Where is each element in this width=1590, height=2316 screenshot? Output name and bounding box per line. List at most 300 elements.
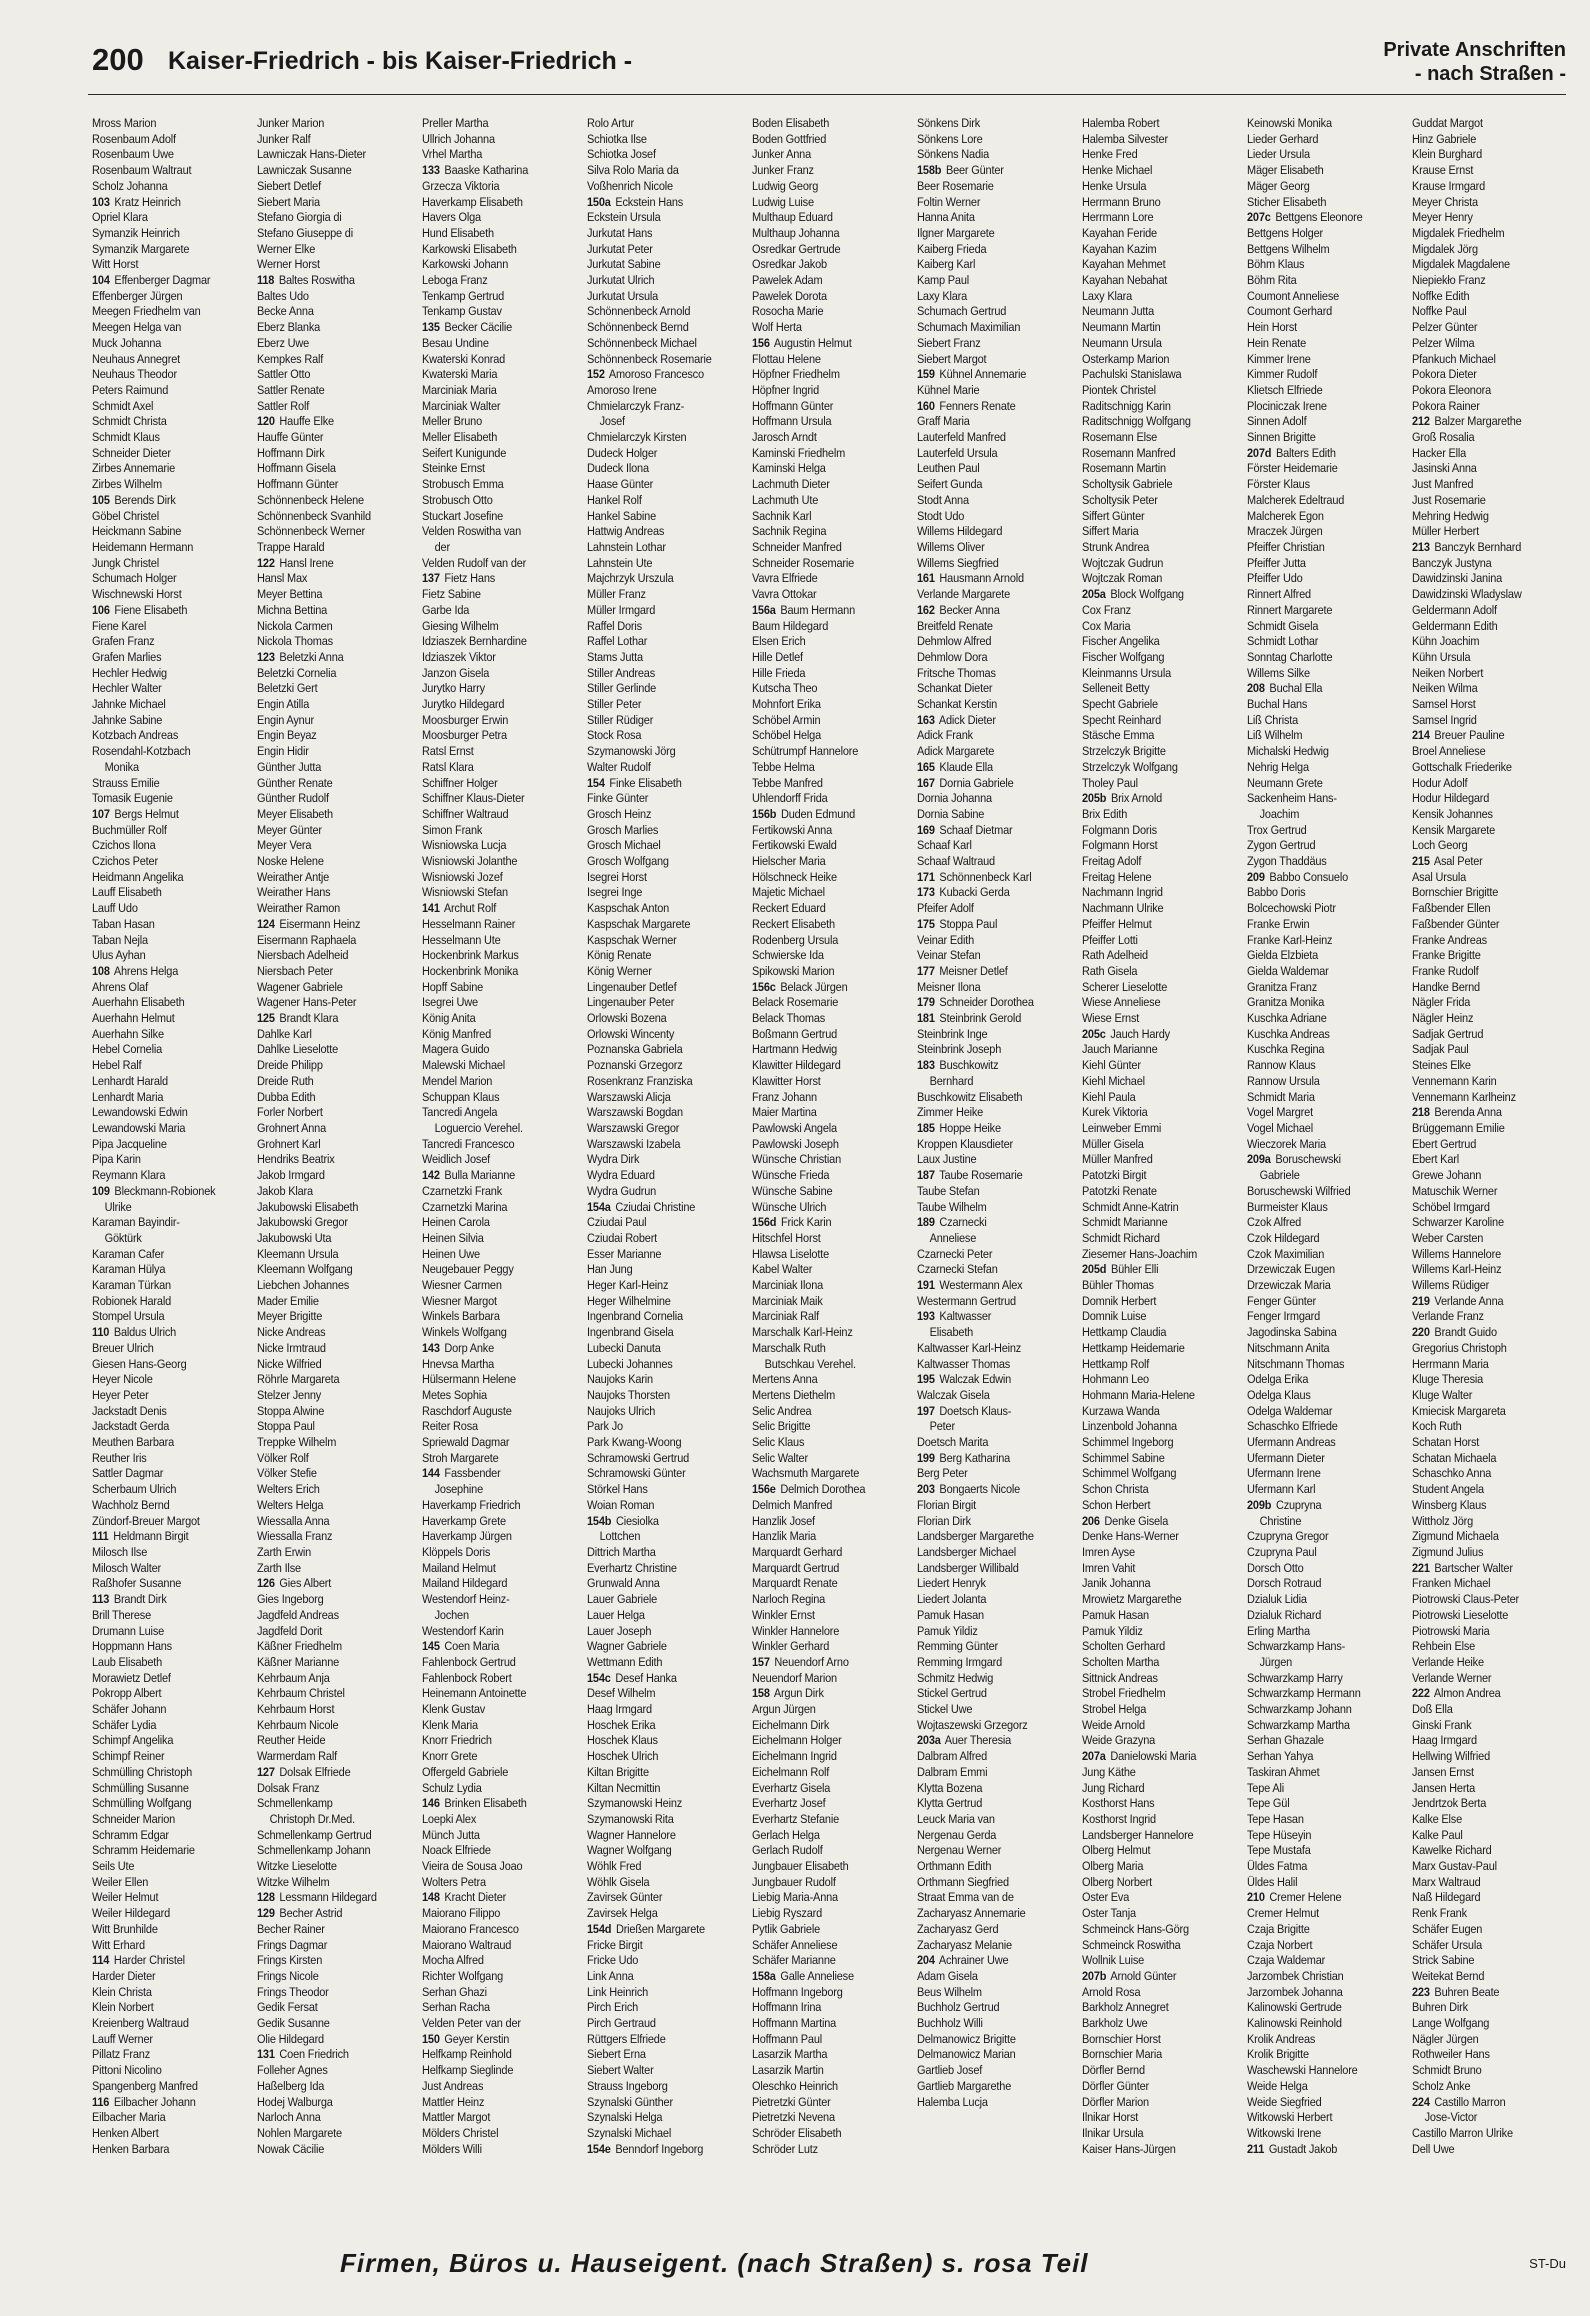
list-item: Schimmel Sabine <box>1082 1450 1165 1465</box>
list-item: 187 Taube Rosemarie <box>917 1168 1023 1183</box>
list-item: Günther Rudolf <box>257 791 329 806</box>
list-item: Schmülling Susanne <box>92 1780 189 1795</box>
list-item: Gartlieb Margarethe <box>917 2078 1012 2093</box>
list-item: Rosenbaum Adolf <box>92 131 176 146</box>
list-item: Graff Maria <box>917 414 970 429</box>
list-item: Harder Dieter <box>92 1968 156 1983</box>
list-item: Granitza Monika <box>1247 995 1325 1010</box>
list-item: Zacharyasz Melanie <box>917 1937 1012 1952</box>
list-item: 156b Duden Edmund <box>752 806 856 821</box>
list-item: Tancredi Angela <box>422 1105 498 1120</box>
list-item: Eberz Uwe <box>257 335 310 350</box>
list-item: Röhrle Margareta <box>257 1372 340 1387</box>
list-item: Schimpf Reiner <box>92 1749 165 1764</box>
list-item: Ulus Ayhan <box>92 948 146 963</box>
list-item: Halemba Lucja <box>917 2094 988 2109</box>
list-item: 209b Czupryna <box>1247 1497 1322 1512</box>
name-column-4 <box>587 116 744 2236</box>
list-item: Jurkutat Ulrich <box>587 273 655 288</box>
list-item: Walczak Gisela <box>917 1387 990 1402</box>
list-item: Mocha Alfred <box>422 1953 484 1968</box>
house-number: 197 <box>917 1403 935 1418</box>
list-item: Klenk Maria <box>422 1717 478 1732</box>
list-item: Beer Rosemarie <box>917 178 994 193</box>
list-item: Adam Gisela <box>917 1968 978 1983</box>
list-item: Selic Brigitte <box>752 1419 811 1434</box>
list-item: Engin Atilla <box>257 697 310 712</box>
list-item: Wischnewski Horst <box>92 587 182 602</box>
list-item: Chmielarczyk Franz- <box>587 398 685 413</box>
list-item: Oleschko Heinrich <box>752 2078 838 2093</box>
list-item: Kiltan Necmittin <box>587 1780 661 1795</box>
list-item: Jackstadt Denis <box>92 1403 167 1418</box>
list-item: Meyer Brigitte <box>257 1309 323 1324</box>
list-item: Geldermann Adolf <box>1412 602 1497 617</box>
list-item: Uhlendorff Frida <box>752 791 828 806</box>
list-item: Sadjak Paul <box>1412 1042 1469 1057</box>
list-item: Serhan Racha <box>422 2000 490 2015</box>
list-item: 199 Berg Katharina <box>917 1450 1011 1465</box>
list-item: Tepe Hasan <box>1247 1811 1304 1826</box>
list-item: Kosthorst Ingrid <box>1082 1811 1156 1826</box>
house-number: 154d <box>587 1921 612 1936</box>
list-item: Wöhlk Gisela <box>587 1874 650 1889</box>
house-number: 199 <box>917 1450 935 1465</box>
list-item: Scholtysik Peter <box>1082 492 1158 507</box>
name-column-1 <box>92 116 249 2236</box>
house-number: 129 <box>257 1906 275 1921</box>
list-item: Schramm Heidemarie <box>92 1843 195 1858</box>
house-number: 173 <box>917 885 935 900</box>
house-number: 154b <box>587 1513 612 1528</box>
list-item: 152 Amoroso Francesco <box>587 367 704 382</box>
list-item: Willems Rüdiger <box>1412 1278 1490 1293</box>
list-item: Hille Frieda <box>752 665 806 680</box>
list-item: Ludwig Luise <box>752 194 814 209</box>
list-item: Hoschek Klaus <box>587 1733 658 1748</box>
list-item: Kurzawa Wanda <box>1082 1403 1160 1418</box>
list-item: Mader Emilie <box>257 1293 319 1308</box>
house-number: 109 <box>92 1183 110 1198</box>
list-item: Müller Franz <box>587 587 646 602</box>
list-item: Elsen Erich <box>752 634 806 649</box>
list-item: Mailand Hildegard <box>422 1576 508 1591</box>
list-item: Malewski Michael <box>422 1058 506 1073</box>
list-item: 219 Verlande Anna <box>1412 1293 1504 1308</box>
list-item: Liß Wilhelm <box>1247 728 1303 743</box>
list-item: Krause Irmgard <box>1412 178 1486 193</box>
list-item: Ginski Frank <box>1412 1717 1472 1732</box>
list-item: Landsberger Michael <box>917 1544 1017 1559</box>
list-item: Gerlach Helga <box>752 1827 820 1842</box>
list-item: Straat Emma van de <box>917 1890 1014 1905</box>
list-item: Höpfner Ingrid <box>752 382 819 397</box>
list-item: Beus Wilhelm <box>917 1984 982 1999</box>
list-item: Opriel Klara <box>92 210 148 225</box>
list-item: Czupryna Paul <box>1247 1544 1317 1559</box>
list-item: Weide Helga <box>1247 2078 1308 2093</box>
list-item: Klytta Bozena <box>917 1780 983 1795</box>
list-item: Heyer Peter <box>92 1387 149 1402</box>
list-item: Jagodinska Sabina <box>1247 1325 1337 1340</box>
list-item: Karaman Türkan <box>92 1278 171 1293</box>
list-item: 120 Hauffe Elke <box>257 414 334 429</box>
list-item: Marciniak Walter <box>422 398 501 413</box>
list-item: Ilgner Margarete <box>917 225 995 240</box>
list-item: Wisniowska Lucja <box>422 838 507 853</box>
house-number: 222 <box>1412 1686 1430 1701</box>
list-item: Strobusch Emma <box>422 477 504 492</box>
list-item: Meisner Ilona <box>917 979 981 994</box>
list-item: Olberg Helmut <box>1082 1843 1151 1858</box>
list-item: Heyer Nicole <box>92 1372 153 1387</box>
house-number: 107 <box>92 806 110 821</box>
house-number: 122 <box>257 555 275 570</box>
list-item: Zirbes Annemarie <box>92 461 176 476</box>
house-number: 208 <box>1247 681 1265 696</box>
list-item: Kayahan Mehmet <box>1082 257 1166 272</box>
house-number: 159 <box>917 367 935 382</box>
list-item: Szymanowski Rita <box>587 1811 674 1826</box>
list-item: Becke Anna <box>257 304 314 319</box>
list-item: 156d Frick Karin <box>752 1215 832 1230</box>
list-item: Odelga Waldemar <box>1247 1403 1333 1418</box>
list-item: Breitfeld Renate <box>917 618 993 633</box>
list-item: Jendrtzok Berta <box>1412 1796 1487 1811</box>
list-item: Noack Elfriede <box>422 1843 491 1858</box>
list-item: Sticher Elisabeth <box>1247 194 1327 209</box>
list-item: Loepki Alex <box>422 1811 477 1826</box>
list-item: Haag Irmgard <box>587 1702 652 1717</box>
list-item: Schmeinck Roswitha <box>1082 1937 1181 1952</box>
list-item: Weirather Hans <box>257 885 331 900</box>
list-item: Strauss Ingeborg <box>587 2078 668 2093</box>
list-item: Hanna Anita <box>917 210 975 225</box>
list-item: 113 Brandt Dirk <box>92 1592 167 1607</box>
list-item: Hockenbrink Monika <box>422 963 519 978</box>
list-item: Weidlich Josef <box>422 1152 491 1167</box>
list-item: Sadjak Gertrud <box>1412 1026 1484 1041</box>
list-item: Tepe Ali <box>1247 1780 1284 1795</box>
list-item: Welters Erich <box>257 1482 320 1497</box>
list-item: 205d Bühler Elli <box>1082 1262 1159 1277</box>
list-item: Muck Johanna <box>92 335 162 350</box>
list-item: Strzelczyk Brigitte <box>1082 744 1166 759</box>
list-item: Nergenau Werner <box>917 1843 1002 1858</box>
list-item: Siffert Günter <box>1082 508 1145 523</box>
list-item: 171 Schönnenbeck Karl <box>917 869 1032 884</box>
list-item: Lachmuth Dieter <box>752 477 830 492</box>
list-item: Fiene Karel <box>92 618 147 633</box>
list-item: Kiltan Brigitte <box>587 1764 649 1779</box>
list-item: Klietsch Elfriede <box>1247 382 1323 397</box>
list-item: Fertikowski Ewald <box>752 838 837 853</box>
list-item: Wettmann Edith <box>587 1654 663 1669</box>
list-item: Mertens Anna <box>752 1372 818 1387</box>
list-item: Kiehl Günter <box>1082 1058 1141 1073</box>
list-item: Patotzki Birgit <box>1082 1168 1147 1183</box>
list-item: Hohmann Leo <box>1082 1372 1149 1387</box>
list-item: Heinen Uwe <box>422 1246 480 1261</box>
list-item: Lange Wolfgang <box>1412 2016 1490 2031</box>
list-item: Rothweiler Hans <box>1412 2047 1490 2062</box>
list-item: Maiorano Filippo <box>422 1906 501 1921</box>
list-item: Müller Manfred <box>1082 1152 1153 1167</box>
house-number: 171 <box>917 869 935 884</box>
list-item: Stefano Giuseppe di <box>257 225 353 240</box>
list-item: Siebert Detlef <box>257 178 321 193</box>
list-item: Schäfer Ursula <box>1412 1937 1483 1952</box>
list-item: 220 Brandt Guido <box>1412 1325 1497 1340</box>
list-item: Auerhahn Silke <box>92 1026 164 1041</box>
house-number: 113 <box>92 1592 110 1607</box>
list-item: Schwarzkamp Johann <box>1247 1702 1352 1717</box>
list-item: Meyer Henry <box>1412 210 1473 225</box>
list-item: Denke Hans-Werner <box>1082 1529 1179 1544</box>
name-column-8 <box>1247 116 1404 2236</box>
list-item: Specht Reinhard <box>1082 712 1162 727</box>
list-item: Schmitz Hedwig <box>917 1670 994 1685</box>
house-number: 158b <box>917 163 942 178</box>
list-item: Schmidt Richard <box>1082 1230 1160 1245</box>
list-item: Czupryna Gregor <box>1247 1529 1329 1544</box>
list-item: Warszawski Bogdan <box>587 1105 683 1120</box>
list-item: Bühler Thomas <box>1082 1278 1154 1293</box>
list-item: Liß Christa <box>1247 712 1299 727</box>
list-item: Cox Franz <box>1082 602 1131 617</box>
list-item: Rolo Artur <box>587 116 634 130</box>
list-item: Ilnikar Ursula <box>1082 2126 1144 2140</box>
list-item: Franke Andreas <box>1412 932 1487 947</box>
list-item: Vavra Ottokar <box>752 587 817 602</box>
list-item: Taube Stefan <box>917 1183 980 1198</box>
list-item: Giesen Hans-Georg <box>92 1356 187 1371</box>
list-item: Jansen Herta <box>1412 1780 1476 1795</box>
list-item: Kühn Ursula <box>1412 649 1471 664</box>
list-item: Werner Horst <box>257 257 320 272</box>
list-item: Jurytko Harry <box>422 681 485 696</box>
house-number: 143 <box>422 1340 440 1355</box>
list-item: Isegrei Uwe <box>422 995 478 1010</box>
list-item: Marquardt Renate <box>752 1576 838 1591</box>
list-item: Voßhenrich Nicole <box>587 178 673 193</box>
house-number: 124 <box>257 916 275 931</box>
list-item: Jakob Klara <box>257 1183 313 1198</box>
list-item: Josef <box>599 414 625 429</box>
list-item: Meegen Friedhelm van <box>92 304 201 319</box>
list-item: Lieder Ursula <box>1247 147 1310 162</box>
list-item: Schmidt Maria <box>1247 1089 1315 1104</box>
list-item: König Renate <box>587 948 652 963</box>
list-item: Sattler Rolf <box>257 398 310 413</box>
list-item: Adick Margarete <box>917 744 995 759</box>
list-item: Remming Irmgard <box>917 1654 1003 1669</box>
list-item: Vogel Margret <box>1247 1105 1313 1120</box>
name-column-5 <box>752 116 909 2236</box>
house-number: 189 <box>917 1215 935 1230</box>
list-item: Tholey Paul <box>1082 775 1138 790</box>
list-item: Gedik Susanne <box>257 2016 330 2031</box>
list-item: Welters Helga <box>257 1497 324 1512</box>
list-item: Piotrowski Maria <box>1412 1623 1490 1638</box>
list-item: Hoschek Ulrich <box>587 1749 659 1764</box>
list-item: Herrmann Lore <box>1082 210 1154 225</box>
house-number: 158 <box>752 1686 770 1701</box>
list-item: Willems Hildegard <box>917 524 1003 539</box>
list-item: Siebert Maria <box>257 194 320 209</box>
list-item: Grosch Wolfgang <box>587 854 669 869</box>
list-item: Kimmer Irene <box>1247 351 1311 366</box>
list-item: Dahlke Lieselotte <box>257 1042 339 1057</box>
list-item: Ulrike <box>104 1199 132 1214</box>
list-item: Völker Rolf <box>257 1450 309 1465</box>
list-item: Strunk Andrea <box>1082 539 1150 554</box>
list-item: Kurek Viktoria <box>1082 1105 1148 1120</box>
list-item: Kalke Paul <box>1412 1827 1463 1842</box>
list-item: 173 Kubacki Gerda <box>917 885 1010 900</box>
list-item: Moosburger Petra <box>422 728 507 743</box>
list-item: Schramowski Günter <box>587 1466 686 1481</box>
list-item: Günther Jutta <box>257 759 322 774</box>
list-item: Wollnik Luise <box>1082 1953 1145 1968</box>
list-item: Schönnenbeck Svanhild <box>257 508 371 523</box>
house-number: 179 <box>917 995 935 1010</box>
list-item: Erling Martha <box>1247 1623 1310 1638</box>
list-item: Nicke Irmtraud <box>257 1340 326 1355</box>
list-item: Trappe Harald <box>257 539 325 554</box>
list-item: Müller Gisela <box>1082 1136 1144 1151</box>
list-item: Käßner Marianne <box>257 1654 340 1669</box>
list-item: Nägler Jürgen <box>1412 2031 1479 2046</box>
list-item: Hoppmann Hans <box>92 1639 172 1654</box>
list-item: Serhan Ghazi <box>422 1984 487 1999</box>
list-item: 118 Baltes Roswitha <box>257 273 355 288</box>
list-item: Hielscher Maria <box>752 854 826 869</box>
list-item: Hoffmann Ursula <box>752 414 832 429</box>
list-item: Schneider Manfred <box>752 539 842 554</box>
list-item: Kwaterski Konrad <box>422 351 506 366</box>
list-item: Schöbel Helga <box>752 728 822 743</box>
list-item: Buchholz Gertrud <box>917 2000 1000 2015</box>
list-item: Chmielarczyk Kirsten <box>587 430 687 445</box>
list-item: Wojtczak Roman <box>1082 571 1163 586</box>
list-item: Pamuk Hasan <box>917 1607 984 1622</box>
list-item: Dörfler Marion <box>1082 2094 1149 2109</box>
list-item: Wiese Anneliese <box>1082 995 1161 1010</box>
list-item: Malcherek Edeltraud <box>1247 492 1345 507</box>
list-item: Hodur Hildegard <box>1412 791 1490 806</box>
list-item: Pipa Karin <box>92 1152 141 1167</box>
list-item: Vogel Michael <box>1247 1121 1313 1135</box>
list-item: Babbo Doris <box>1247 885 1306 900</box>
list-item: Gies Ingeborg <box>257 1592 324 1607</box>
list-item: Krolik Andreas <box>1247 2031 1316 2046</box>
list-item: Heidemann Hermann <box>92 539 194 554</box>
list-item: Naß Hildegard <box>1412 1890 1481 1905</box>
list-item: Mattler Margot <box>422 2110 491 2125</box>
list-item: Hnevsa Martha <box>422 1356 495 1371</box>
list-item: Matuschik Werner <box>1412 1183 1498 1198</box>
list-item: Raßhofer Susanne <box>92 1576 182 1591</box>
list-item: 137 Fietz Hans <box>422 571 496 586</box>
list-item: 175 Stoppa Paul <box>917 916 998 931</box>
list-item: Noffke Paul <box>1412 304 1467 319</box>
list-item: Marx Waltraud <box>1412 1874 1481 1889</box>
list-item: Schmülling Christoph <box>92 1764 193 1779</box>
list-item: 146 Brinken Elisabeth <box>422 1796 527 1811</box>
house-number: 209b <box>1247 1497 1272 1512</box>
list-item: Nohlen Margarete <box>257 2126 342 2140</box>
list-item: Marschalk Karl-Heinz <box>752 1325 853 1340</box>
list-item: Piotrowski Lieselotte <box>1412 1607 1509 1622</box>
list-item: Klein Norbert <box>92 2000 154 2015</box>
list-item: 150 Geyer Kerstin <box>422 2031 510 2046</box>
list-item: Scholten Martha <box>1082 1654 1160 1669</box>
list-item: 114 Harder Christel <box>92 1953 185 1968</box>
list-item: Schankat Dieter <box>917 681 993 696</box>
list-item: Heger Karl-Heinz <box>587 1278 669 1293</box>
list-item: Störkel Hans <box>587 1482 648 1497</box>
list-item: Gottschalk Friederike <box>1412 759 1512 774</box>
list-item: Mrowietz Margarethe <box>1082 1592 1182 1607</box>
list-item: Poznanska Gabriela <box>587 1042 683 1057</box>
list-item: Naujoks Ulrich <box>587 1403 656 1418</box>
list-item: Fenger Günter <box>1247 1293 1317 1308</box>
list-item: Winkler Hannelore <box>752 1623 840 1638</box>
list-item: Kleinmanns Ursula <box>1082 665 1172 680</box>
list-item: Eichelmann Ingrid <box>752 1749 837 1764</box>
list-item: der <box>434 539 450 554</box>
list-item: Hund Elisabeth <box>422 225 494 240</box>
list-item: Laxy Klara <box>917 288 968 303</box>
list-item: Elisabeth <box>929 1325 974 1340</box>
house-number: 209 <box>1247 869 1265 884</box>
list-item: Kayahan Nebahat <box>1082 273 1168 288</box>
list-item: Hitschfel Horst <box>752 1230 821 1245</box>
header-rule <box>88 94 1566 95</box>
list-item: Stodt Udo <box>917 508 965 523</box>
list-item: Czarnetzki Marina <box>422 1199 508 1214</box>
list-item: Kaspschak Anton <box>587 901 670 916</box>
list-item: Coumont Anneliese <box>1247 288 1340 303</box>
list-item: Imren Vahit <box>1082 1560 1136 1575</box>
list-item: Folleher Agnes <box>257 2063 328 2078</box>
list-item: Hohmann Maria-Helene <box>1082 1387 1195 1402</box>
list-item: Hesselmann Rainer <box>422 916 516 931</box>
house-number: 205a <box>1082 587 1106 602</box>
list-item: Wisniowski Jolanthe <box>422 854 518 869</box>
list-item: Mohnfort Erika <box>752 697 821 712</box>
list-item: Faßbender Ellen <box>1412 901 1491 916</box>
house-number: 154 <box>587 775 605 790</box>
list-item: Günther Renate <box>257 775 333 790</box>
list-item: Kaiberg Karl <box>917 257 976 272</box>
list-item: Jakubowski Gregor <box>257 1215 348 1230</box>
list-item: 143 Dorp Anke <box>422 1340 495 1355</box>
list-item: Dörfler Günter <box>1082 2078 1149 2093</box>
list-item: Jahnke Michael <box>92 697 166 712</box>
list-item: Engin Beyaz <box>257 728 317 743</box>
list-item: Josephine <box>434 1482 483 1497</box>
list-item: Zimmer Heike <box>917 1105 984 1120</box>
page-header <box>0 0 1590 100</box>
list-item: 224 Castillo Marron <box>1412 2094 1506 2109</box>
list-item: Odelga Erika <box>1247 1372 1309 1387</box>
list-item: Dzialuk Richard <box>1247 1607 1322 1622</box>
house-number: 156b <box>752 806 777 821</box>
list-item: Pawlowski Joseph <box>752 1136 839 1151</box>
list-item: Freitag Helene <box>1082 869 1152 884</box>
